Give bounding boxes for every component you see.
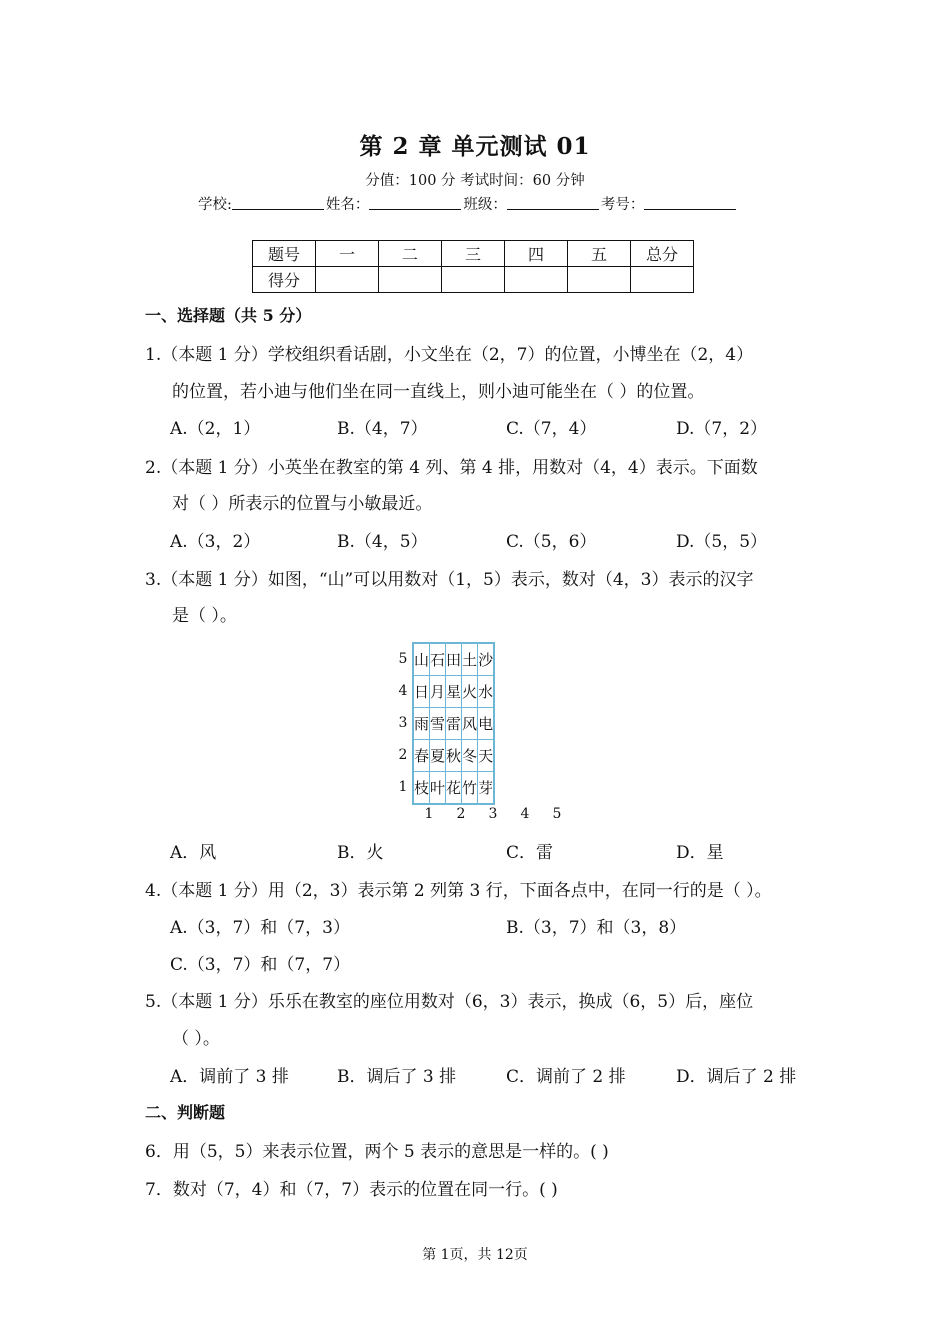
q4-option-b[interactable]: B.（3，7）和（3，8） [506,918,687,938]
q2-option-b[interactable]: B.（4，5） [337,532,428,552]
question-4-line1: 4.（本题 1 分）用（2，3）表示第 2 列第 3 行，下面各点中，在同一行的是（ ）。 [145,881,772,901]
table-cell: 得分 [253,267,316,293]
table-cell: 三 [442,241,505,267]
grid-row-label: 4 [398,683,408,699]
grid-cell: 秋 [446,740,462,772]
exam-meta: 分值：100 分 考试时间：60 分钟 [365,173,585,189]
grid-cell: 雷 [446,708,462,740]
q5-option-c[interactable]: C．调前了 2 排 [506,1067,626,1087]
grid-row-label: 2 [398,747,408,763]
grid-cell: 竹 [462,772,478,805]
grid-row-label: 5 [398,651,408,667]
score-table [252,240,694,293]
score-cell[interactable] [442,267,505,293]
grid-col-label: 5 [552,806,562,822]
school-label: 学校: [198,197,232,213]
character-grid [412,642,495,805]
grid-cell: 日 [413,676,430,708]
score-cell[interactable] [505,267,568,293]
grid-cell: 电 [478,708,495,740]
grid-col-label: 2 [456,806,466,822]
grid-cell: 雪 [430,708,446,740]
question-7: 7．数对（7，4）和（7，7）表示的位置在同一行。( ) [145,1180,558,1200]
question-3-line2: 是（ ）。 [172,606,237,626]
table-cell: 总分 [631,241,694,267]
q4-option-c[interactable]: C.（3，7）和（7，7） [170,955,351,975]
grid-cell: 天 [478,740,495,772]
table-cell: 二 [379,241,442,267]
table-cell: 五 [568,241,631,267]
q3-option-c[interactable]: C．雷 [506,843,554,863]
grid-cell: 沙 [478,643,495,676]
question-6: 6．用（5，5）来表示位置，两个 5 表示的意思是一样的。( ) [145,1142,609,1162]
score-table-header [253,241,694,267]
q2-option-a[interactable]: A.（3，2） [170,532,261,552]
grid-cell: 雨 [413,708,430,740]
q5-option-a[interactable]: A．调前了 3 排 [170,1067,289,1087]
school-blank[interactable] [232,193,324,210]
grid-cell: 枝 [413,772,430,805]
class-label: 班级： [463,197,507,213]
q3-option-a[interactable]: A．风 [170,843,217,863]
name-label: 姓名： [325,197,370,213]
grid-cell: 夏 [430,740,446,772]
grid-cell: 春 [413,740,430,772]
q1-option-c[interactable]: C.（7，4） [506,419,597,439]
q1-option-d[interactable]: D.（7，2） [676,419,768,439]
section-heading-judge: 二、判断题 [145,1103,226,1122]
grid-col-label: 1 [424,806,434,822]
q2-option-c[interactable]: C.（5，6） [506,532,597,552]
class-blank[interactable] [507,193,599,210]
question-1-line1: 1.（本题 1 分）学校组织看话剧，小文坐在（2，7）的位置，小博坐在（2，4） [145,345,754,365]
question-3-line1: 3.（本题 1 分）如图，“山”可以用数对（1，5）表示，数对（4，3）表示的汉字 [145,570,754,590]
q5-option-b[interactable]: B．调后了 3 排 [337,1067,457,1087]
question-2-line2: 对（ ）所表示的位置与小敏最近。 [172,494,433,514]
score-cell[interactable] [631,267,694,293]
id-label: 考号： [600,197,645,213]
q5-option-d[interactable]: D．调后了 2 排 [676,1067,797,1087]
score-cell[interactable] [316,267,379,293]
q1-option-b[interactable]: B.（4，7） [337,419,428,439]
grid-cell: 风 [462,708,478,740]
name-blank[interactable] [369,193,461,210]
grid-cell: 花 [446,772,462,805]
q2-option-d[interactable]: D.（5，5） [676,532,768,552]
grid-cell: 土 [462,643,478,676]
question-2-line1: 2.（本题 1 分）小英坐在教室的第 4 列、第 4 排，用数对（4，4）表示。下面数 [145,458,758,478]
grid-cell: 石 [430,643,446,676]
grid-col-label: 4 [520,806,530,822]
q4-option-a[interactable]: A.（3，7）和（7，3） [170,918,350,938]
table-cell: 一 [316,241,379,267]
grid-cell: 火 [462,676,478,708]
question-5-line2: （ ）。 [172,1029,220,1049]
table-cell: 四 [505,241,568,267]
grid-cell: 冬 [462,740,478,772]
question-5-line1: 5.（本题 1 分）乐乐在教室的座位用数对（6，3）表示，换成（6，5）后，座位 [145,992,754,1012]
grid-cell: 月 [430,676,446,708]
section-heading-choice: 一、选择题（共 5 分） [145,306,312,325]
grid-row-label: 1 [398,779,408,795]
q3-option-d[interactable]: D．星 [676,843,724,863]
q3-option-b[interactable]: B．火 [337,843,384,863]
grid-cell: 芽 [478,772,495,805]
score-cell[interactable] [568,267,631,293]
student-info-line [198,193,738,214]
grid-cell: 叶 [430,772,446,805]
grid-cell: 山 [413,643,430,676]
page-title: 第 2 章 单元测试 01 [359,133,591,160]
page-footer: 第 1页，共 12页 [422,1247,528,1263]
score-table-row [253,267,694,293]
grid-row-label: 3 [398,715,408,731]
grid-cell: 水 [478,676,495,708]
grid-cell: 星 [446,676,462,708]
id-blank[interactable] [644,193,736,210]
score-cell[interactable] [379,267,442,293]
table-cell: 题号 [253,241,316,267]
question-1-line2: 的位置，若小迪与他们坐在同一直线上，则小迪可能坐在（ ）的位置。 [172,382,705,402]
grid-cell: 田 [446,643,462,676]
grid-col-label: 3 [488,806,498,822]
q1-option-a[interactable]: A.（2，1） [170,419,261,439]
